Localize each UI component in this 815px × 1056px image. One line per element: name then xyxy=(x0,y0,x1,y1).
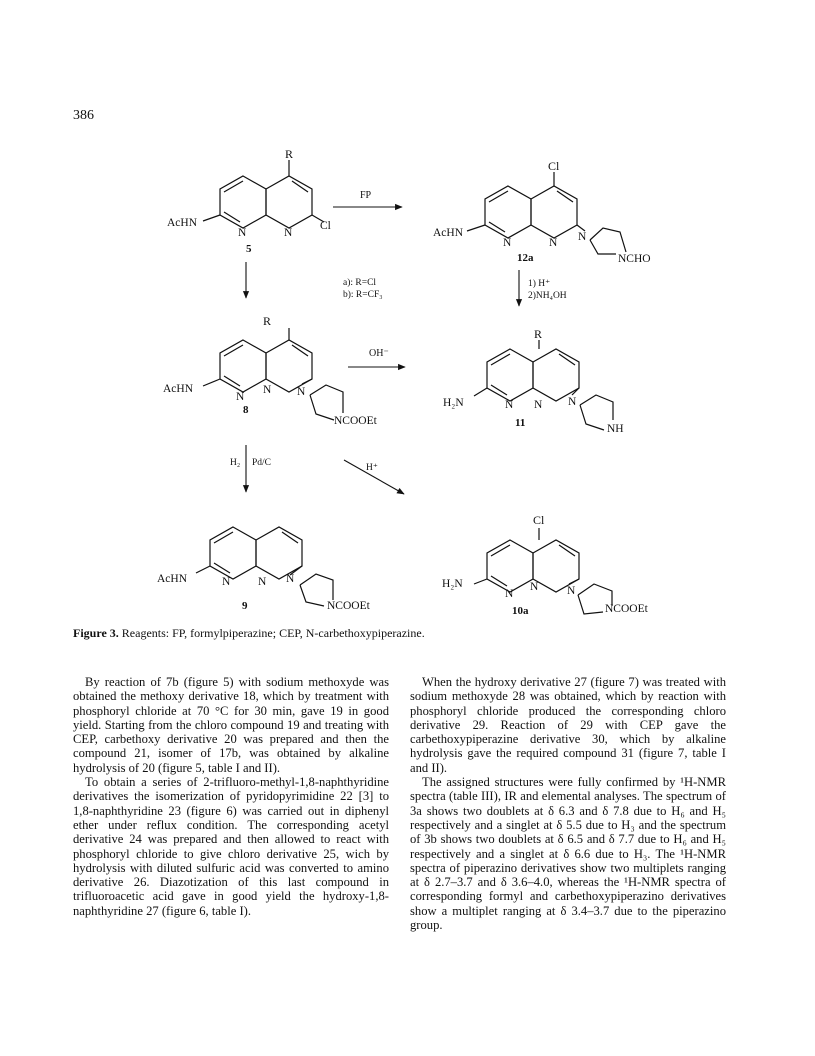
c8-r: R xyxy=(263,314,272,328)
c11-nh: NH xyxy=(607,423,624,435)
right-paragraph-2: The assigned structures were fully confirmed by ¹H-NMR spectra (table III), IR and elemental analyses. The spectrum of 3a shows two doublets at δ 6.3 and δ 7.8 due to H₆ and H₅ respectively and a singlet at δ 5.5 due to H₃ and the spectrum of 3b shows two doublets at δ 6.5 and δ 7.7 due to H₆ and H₅ respectively and a singlet at δ 6.6 due to H₃. The ¹H-NMR spectra of piperazino derivatives show two multiplets ranging at δ 2.7–3.7 and δ 3.6–4.0, whereas the ¹H-NMR spectra of corresponding formyl and carbethoxypiperazino derivatives show a multiplet ranging at δ 3.4–3.7 due to the piperazino group. xyxy=(410,775,726,933)
c12a-amide: AcHN xyxy=(433,227,464,239)
c9-n1: N xyxy=(222,576,231,588)
c9-ester: NCOOEt xyxy=(327,600,370,612)
c11-r: R xyxy=(534,327,543,341)
c5-amide: AcHN xyxy=(167,217,198,229)
h2-label: H₂ xyxy=(230,458,241,468)
figure-caption xyxy=(73,626,425,641)
compound-9-structure xyxy=(196,527,333,606)
compound-11-structure xyxy=(474,340,613,430)
c9-npip: N xyxy=(286,573,295,585)
c8-ester: NCOOEt xyxy=(334,415,377,427)
pdc-label: Pd/C xyxy=(252,458,272,468)
c12a-cl: Cl xyxy=(548,159,560,173)
c5-n1: N xyxy=(238,227,247,239)
c11-n1: N xyxy=(505,399,514,411)
substituent-a: a): R=Cl xyxy=(343,278,377,288)
c11-n2: N xyxy=(534,399,543,411)
c12a-n1: N xyxy=(503,237,512,249)
left-paragraph-1: By reaction of 7b (figure 5) with sodium methoxyde was obtained the methoxy derivative 18, which by treatment with phosphoryl chloride at 70 °C for 30 min, gave 19 in good yield. Starting from the chloro compound 19 and treating with CEP, carbethoxy derivative 20 was prepared and then the compound 21, isomer of 17b, was obtained by alkaline hydrolysis of 20 (figure 5, table I and II). xyxy=(73,675,389,775)
c10a-amine: H₂N xyxy=(442,578,463,590)
c11-amine: H₂N xyxy=(443,397,464,409)
c8-n1: N xyxy=(236,391,245,403)
step-1-label: 1) H⁺ xyxy=(528,279,551,289)
right-paragraph-1: When the hydroxy derivative 27 (figure 7) was treated with sodium methoxyde 28 was obtained, which by reaction with phosphoryl chloride produced the corresponding chloro derivative 29. Reaction of 29 with CEP gave the carbethoxypiperazine derivative 30, which by alkaline hydrolysis gave the required compound 31 (figure 7, table I and II). xyxy=(410,675,726,775)
c8-n2: N xyxy=(263,384,272,396)
substituent-b: b): R=CF₃ xyxy=(343,290,383,300)
caption-text: Reagents: FP, formylpiperazine; CEP, N-carbethoxypiperazine. xyxy=(118,626,425,640)
c10a-n2: N xyxy=(530,581,539,593)
c8-npip: N xyxy=(297,386,306,398)
compound-10a-structure xyxy=(474,528,612,614)
right-column xyxy=(410,675,726,932)
c10a-ester: NCOOEt xyxy=(605,603,648,615)
compound-12a-structure xyxy=(467,172,626,254)
c9-n2: N xyxy=(258,576,267,588)
step-2-label: 2)NH₄OH xyxy=(528,291,567,301)
c12a-npip: N xyxy=(578,231,587,243)
c10a-number: 10a xyxy=(512,605,529,617)
c8-number: 8 xyxy=(243,404,249,416)
left-column xyxy=(73,675,389,918)
left-paragraph-2: To obtain a series of 2-trifluoro-methyl-1,8-naphthyridine derivatives the isomerization of pyridopyrimidine 22 [3] to 1,8-naphthyridine 23 (figure 6) was carried out in diphenyl ether under reflux condition. The corresponding acetyl derivative 24 was prepared and then allowed to react with phosphoryl chloride to give chloro derivative 25, wich by hydrolysis with diluted sulfuric acid was converted to amino derivative 26. Diazotization of this last compound in trifluoroacetic acid gave in good yield the hydroxy-1,8-naphthyridine 27 (figure 6, table I). xyxy=(73,775,389,918)
c9-number: 9 xyxy=(242,600,248,612)
c5-r: R xyxy=(285,147,294,161)
compound-5-structure xyxy=(203,160,324,228)
c10a-cl: Cl xyxy=(533,513,545,527)
compound-8-structure xyxy=(203,328,343,420)
caption-label: Figure 3. xyxy=(73,626,119,640)
page-number: 386 xyxy=(73,108,94,123)
c5-number: 5 xyxy=(246,243,252,255)
c12a-number: 12a xyxy=(517,252,534,264)
c12a-n2: N xyxy=(549,237,558,249)
c10a-n1: N xyxy=(505,588,514,600)
c5-cl: Cl xyxy=(320,220,331,232)
h-plus-label: H⁺ xyxy=(366,463,378,473)
c11-npip: N xyxy=(568,396,577,408)
c8-amide: AcHN xyxy=(163,383,194,395)
arrow-fp-label: FP xyxy=(360,190,372,201)
c5-n2: N xyxy=(284,227,293,239)
c11-number: 11 xyxy=(515,417,526,429)
arrow-oh-label: OH⁻ xyxy=(369,348,389,359)
c12a-cho: NCHO xyxy=(618,253,651,265)
c9-amide: AcHN xyxy=(157,573,188,585)
c10a-npip: N xyxy=(567,585,576,597)
